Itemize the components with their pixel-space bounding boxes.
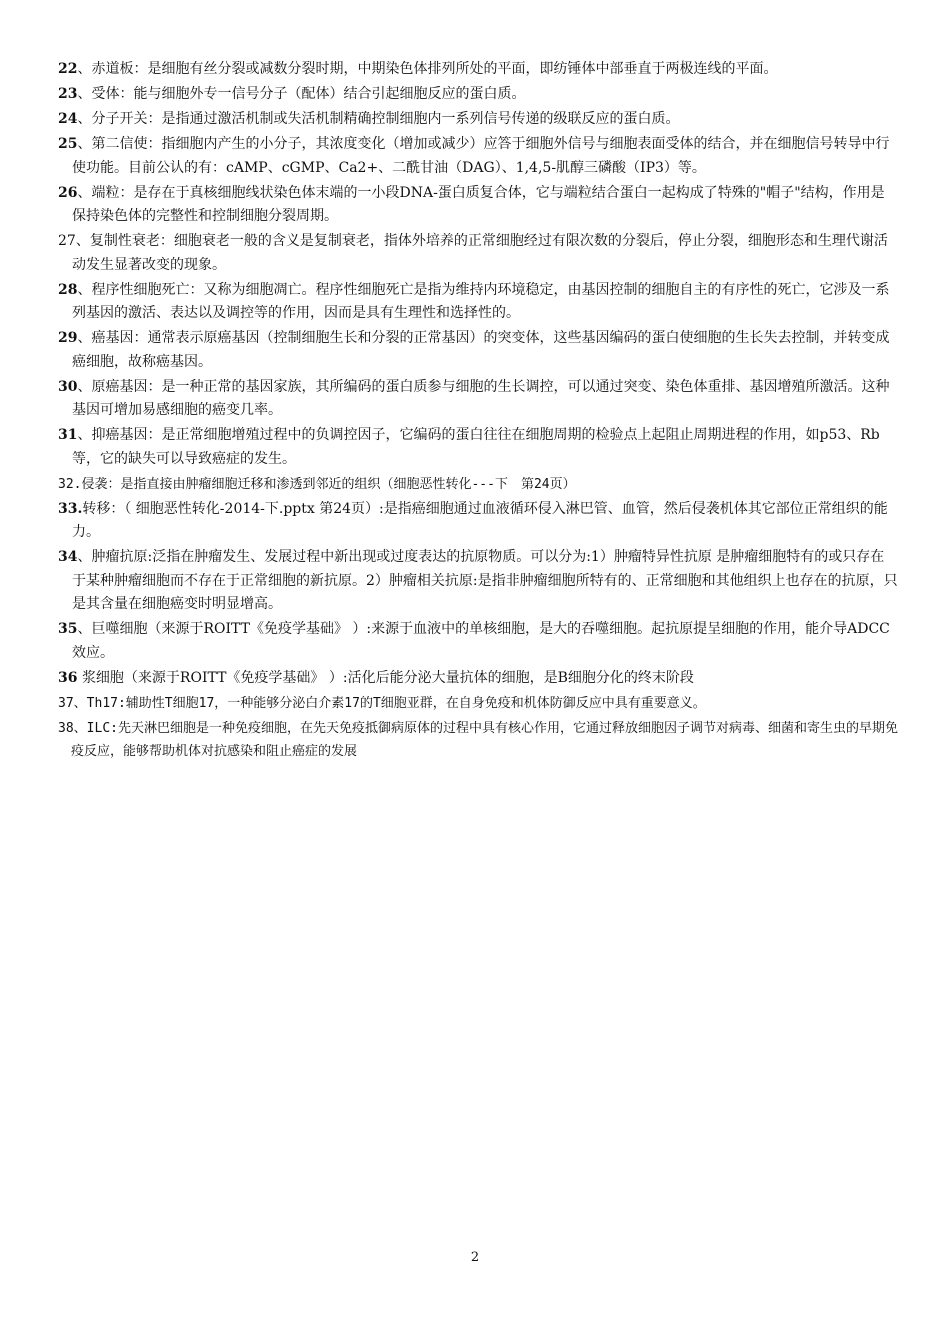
page-number: 2 [470, 1250, 480, 1265]
entry-separator: 、 [77, 330, 92, 346]
entry-separator: 、 [77, 427, 92, 443]
glossary-entry-26 [58, 182, 898, 229]
entry-number: 26 [58, 184, 78, 201]
glossary-entry-23 [58, 83, 898, 107]
entry-text: 抑癌基因：是正常细胞增殖过程中的负调控因子，它编码的蛋白往往在细胞周期的检验点上起阻止周期进程的作用，如p53、Rb等，它的缺失可以导致癌症的发生。 [72, 427, 880, 467]
entry-separator: 、 [75, 233, 90, 249]
entry-text: 侵袭：是指直接由肿瘤细胞迁移和渗透到邻近的组织（细胞恶性转化---下 第24页） [81, 476, 576, 492]
entry-text: ILC:先天淋巴细胞是一种免疫细胞，在先天免疫抵御病原体的过程中具有核心作用，它通过释放细胞因子调节对病毒、细菌和寄生虫的早期免疫反应，能够帮助机体对抗感染和阻止癌症的发展 [71, 720, 898, 759]
glossary-entry-38 [58, 717, 898, 764]
entry-number: 38 [58, 720, 74, 736]
entry-number: 30 [58, 378, 78, 395]
glossary-entry-31 [58, 424, 898, 471]
entry-separator: 、 [77, 136, 92, 152]
entry-text: 程序性细胞死亡：又称为细胞凋亡。程序性细胞死亡是指为维持内环境稳定，由基因控制的细胞自主的有序性的死亡，它涉及一系列基因的激活、表达以及调控等的作用，因而是具有生理性和选择性的。 [72, 281, 890, 321]
glossary-list [58, 58, 898, 765]
entry-text: 赤道板：是细胞有丝分裂或减数分裂时期，中期染色体排列所处的平面，即纺锤体中部垂直于两极连线的平面。 [91, 61, 778, 77]
entry-text: 分子开关：是指通过激活机制或失活机制精确控制细胞内一系列信号传递的级联反应的蛋白质。 [91, 111, 680, 127]
entry-number: 35 [58, 621, 78, 637]
entry-number: 27 [58, 233, 76, 249]
entry-number: 33. [58, 500, 83, 517]
entry-separator: 、 [77, 61, 92, 77]
entry-separator: . [73, 476, 82, 492]
entry-number: 34 [58, 549, 78, 565]
entry-number: 37 [58, 695, 74, 711]
entry-text: Th17:辅助性T细胞17，一种能够分泌白介素17的T细胞亚群，在自身免疫和机体防御反应中具有重要意义。 [86, 695, 706, 711]
glossary-entry-25 [58, 133, 898, 180]
entry-number: 32 [58, 476, 74, 492]
entry-number: 24 [58, 111, 78, 127]
glossary-entry-32 [58, 473, 898, 497]
entry-number: 25 [58, 136, 78, 152]
entry-number: 36 [58, 669, 78, 686]
entry-text: 转移：（ 细胞恶性转化-2014-下.pptx 第24页）:是指癌细胞通过血液循环侵入淋巴管、血管，然后侵袭机体其它部位正常组织的能力。 [72, 500, 888, 540]
entry-text: 浆细胞（来源于ROITT《免疫学基础》 ）:活化后能分泌大量抗体的细胞，是B细胞分化的终末阶段 [81, 669, 694, 686]
entry-separator: 、 [77, 281, 92, 298]
entry-text: 复制性衰老：细胞衰老一般的含义是复制衰老，指体外培养的正常细胞经过有限次数的分裂后，停止分裂，细胞形态和生理代谢活动发生显著改变的现象。 [72, 233, 888, 273]
entry-separator: 、 [77, 111, 92, 127]
entry-number: 31 [58, 427, 78, 443]
glossary-entry-35 [58, 618, 898, 665]
entry-number: 22 [58, 61, 78, 77]
entry-separator: 、 [73, 695, 87, 711]
entry-separator: 、 [77, 621, 92, 637]
entry-text: 端粒：是存在于真核细胞线状染色体末端的一小段DNA-蛋白质复合体，它与端粒结合蛋白一起构成了特殊的"帽子"结构，作用是保持染色体的完整性和控制细胞分裂周期。 [72, 184, 885, 224]
glossary-entry-30 [58, 376, 898, 423]
entry-text: 巨噬细胞（来源于ROITT《免疫学基础》 ）:来源于血液中的单核细胞，是大的吞噬细胞。起抗原提呈细胞的作用，能介导ADCC效应。 [72, 621, 890, 661]
entry-separator: 、 [73, 720, 87, 736]
entry-text: 原癌基因：是一种正常的基因家族，其所编码的蛋白质参与细胞的生长调控，可以通过突变、染色体重排、基因增殖所激活。这种基因可增加易感细胞的癌变几率。 [72, 378, 890, 418]
glossary-entry-33 [58, 498, 898, 545]
entry-separator: 、 [77, 184, 92, 201]
entry-number: 28 [58, 281, 78, 298]
glossary-entry-28 [58, 279, 898, 326]
glossary-entry-24 [58, 108, 898, 132]
glossary-entry-29 [58, 327, 898, 374]
glossary-entry-34 [58, 546, 898, 617]
glossary-entry-22 [58, 58, 898, 82]
entry-text: 第二信使：指细胞内产生的小分子，其浓度变化（增加或减少）应答于细胞外信号与细胞表面受体的结合，并在细胞信号转导中行使功能。目前公认的有：cAMP、cGMP、Ca2+、二酰甘油（DAG）、1,4,5-肌醇三磷酸（IP3）等。 [72, 136, 890, 176]
glossary-entry-36 [58, 667, 898, 691]
glossary-entry-27 [58, 230, 898, 277]
entry-text: 受体：能与细胞外专一信号分子（配体）结合引起细胞反应的蛋白质。 [91, 86, 526, 102]
glossary-entry-37 [58, 692, 898, 716]
entry-separator: 、 [77, 549, 92, 565]
entry-number: 29 [58, 330, 78, 346]
entry-separator: 、 [77, 86, 92, 102]
entry-text: 癌基因：通常表示原癌基因（控制细胞生长和分裂的正常基因）的突变体，这些基因编码的蛋白使细胞的生长失去控制，并转变成癌细胞，故称癌基因。 [72, 330, 890, 370]
entry-separator: 、 [77, 378, 92, 395]
entry-number: 23 [58, 86, 78, 102]
entry-text: 肿瘤抗原:泛指在肿瘤发生、发展过程中新出现或过度表达的抗原物质。可以分为:1）肿瘤特异性抗原 是肿瘤细胞特有的或只存在于某种肿瘤细胞而不存在于正常细胞的新抗原。2）肿瘤相关抗原:是指非肿瘤细胞所特有的、正常细胞和其他组织上也存在的抗原，只是其含量在细胞癌变时明显增高。 [72, 549, 898, 612]
